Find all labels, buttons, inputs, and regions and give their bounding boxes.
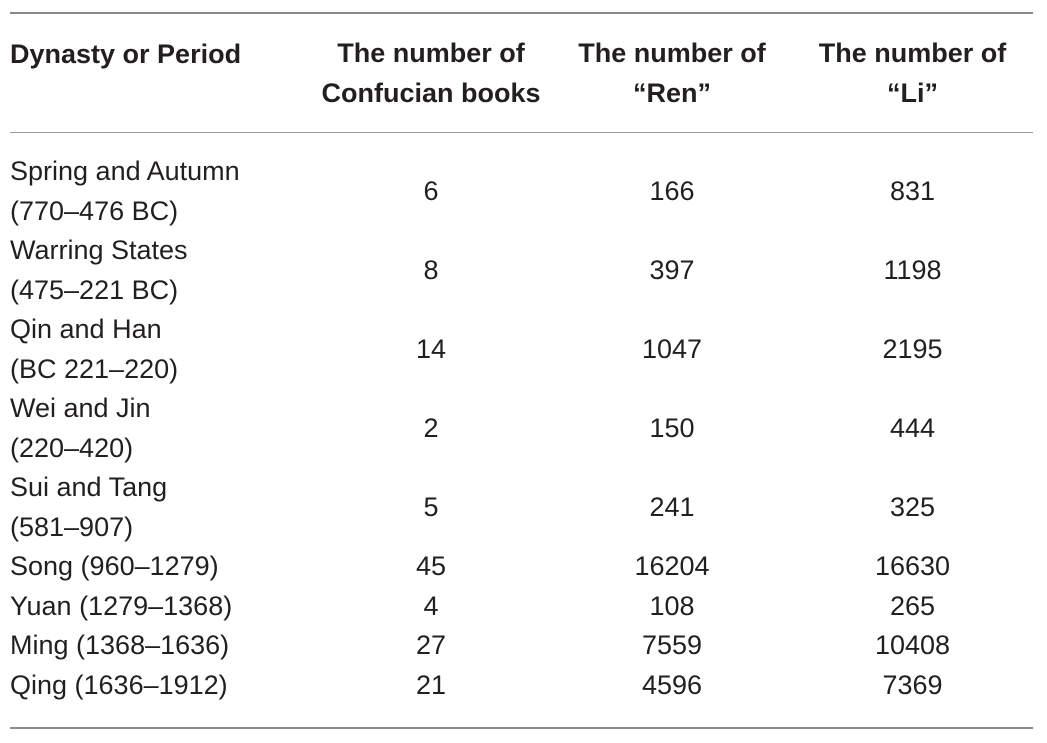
header-dynasty-line1: Dynasty or Period (10, 39, 242, 69)
header-row (10, 14, 1033, 132)
ren-cell: 1047 (641, 333, 703, 364)
li-cell: 16630 (874, 551, 951, 581)
header-li-line1: The number of (818, 38, 1007, 68)
ren-cell: 150 (649, 412, 695, 443)
li-cell: 2195 (882, 333, 943, 364)
table-row (10, 389, 1033, 468)
period-years: (475–221 BC) (10, 274, 179, 305)
li-cell: 444 (889, 412, 936, 443)
ren-cell: 397 (649, 254, 695, 285)
period-cell: Yuan (1279–1368) (10, 590, 233, 621)
table-row (10, 231, 1033, 310)
books-cell: 27 (415, 630, 447, 660)
books-cell: 14 (415, 333, 447, 364)
header-li-count (792, 14, 1033, 132)
books-cell: 6 (423, 175, 439, 206)
period-name: Warring States (10, 235, 188, 265)
header-ren-line2: “Ren” (632, 78, 711, 108)
table-row (10, 666, 1033, 706)
table-row (10, 547, 1033, 587)
period-years: (770–476 BC) (10, 195, 179, 226)
period-name: Sui and Tang (10, 472, 168, 502)
table-row (10, 468, 1033, 547)
period-cell: Ming (1368–1636) (10, 630, 230, 660)
header-confucian-books (310, 14, 552, 132)
spacer-cell (10, 132, 1033, 152)
books-cell: 5 (423, 491, 439, 522)
period-cell (10, 231, 310, 310)
books-cell: 4 (423, 590, 439, 621)
table-body (10, 132, 1033, 705)
table-row (10, 310, 1033, 389)
header-dynasty-or-period (10, 14, 310, 132)
period-cell: Song (960–1279) (10, 551, 219, 581)
period-cell (10, 389, 310, 468)
header-books-line1: The number of (337, 38, 525, 68)
table-header (10, 14, 1033, 132)
li-cell: 831 (889, 175, 936, 206)
ren-cell: 166 (649, 175, 695, 206)
ren-cell: 4596 (641, 669, 703, 700)
ren-cell: 16204 (634, 551, 710, 581)
period-cell: Qing (1636–1912) (10, 669, 228, 700)
header-ren-count (552, 14, 792, 132)
period-name: Spring and Autumn (10, 156, 240, 186)
dynasty-table (10, 14, 1033, 705)
period-years: (BC 221–220) (10, 353, 179, 384)
period-name: Wei and Jin (10, 393, 151, 423)
books-cell: 21 (415, 669, 447, 700)
li-cell: 325 (889, 491, 936, 522)
li-cell: 10408 (874, 630, 951, 660)
period-years: (220–420) (10, 432, 134, 463)
table-row (10, 152, 1033, 231)
li-cell: 1198 (883, 254, 942, 285)
period-cell (10, 310, 310, 389)
header-li-line2: “Li” (887, 78, 938, 108)
books-cell: 45 (415, 551, 447, 581)
body-top-spacer (10, 132, 1033, 152)
books-cell: 2 (423, 412, 439, 443)
period-name: Qin and Han (10, 314, 162, 344)
ren-cell: 7559 (641, 630, 703, 660)
li-cell: 265 (889, 590, 936, 621)
header-ren-line1: The number of (578, 38, 766, 68)
period-years: (581–907) (10, 511, 134, 542)
table-row (10, 626, 1033, 666)
li-cell: 7369 (882, 669, 943, 700)
period-cell (10, 152, 310, 231)
ren-cell: 108 (649, 590, 695, 621)
table-row (10, 587, 1033, 627)
header-books-line2: Confucian books (321, 78, 541, 108)
books-cell: 8 (423, 254, 439, 285)
ren-cell: 241 (649, 491, 695, 522)
period-cell (10, 468, 310, 547)
table-bottom-rule (10, 727, 1033, 729)
